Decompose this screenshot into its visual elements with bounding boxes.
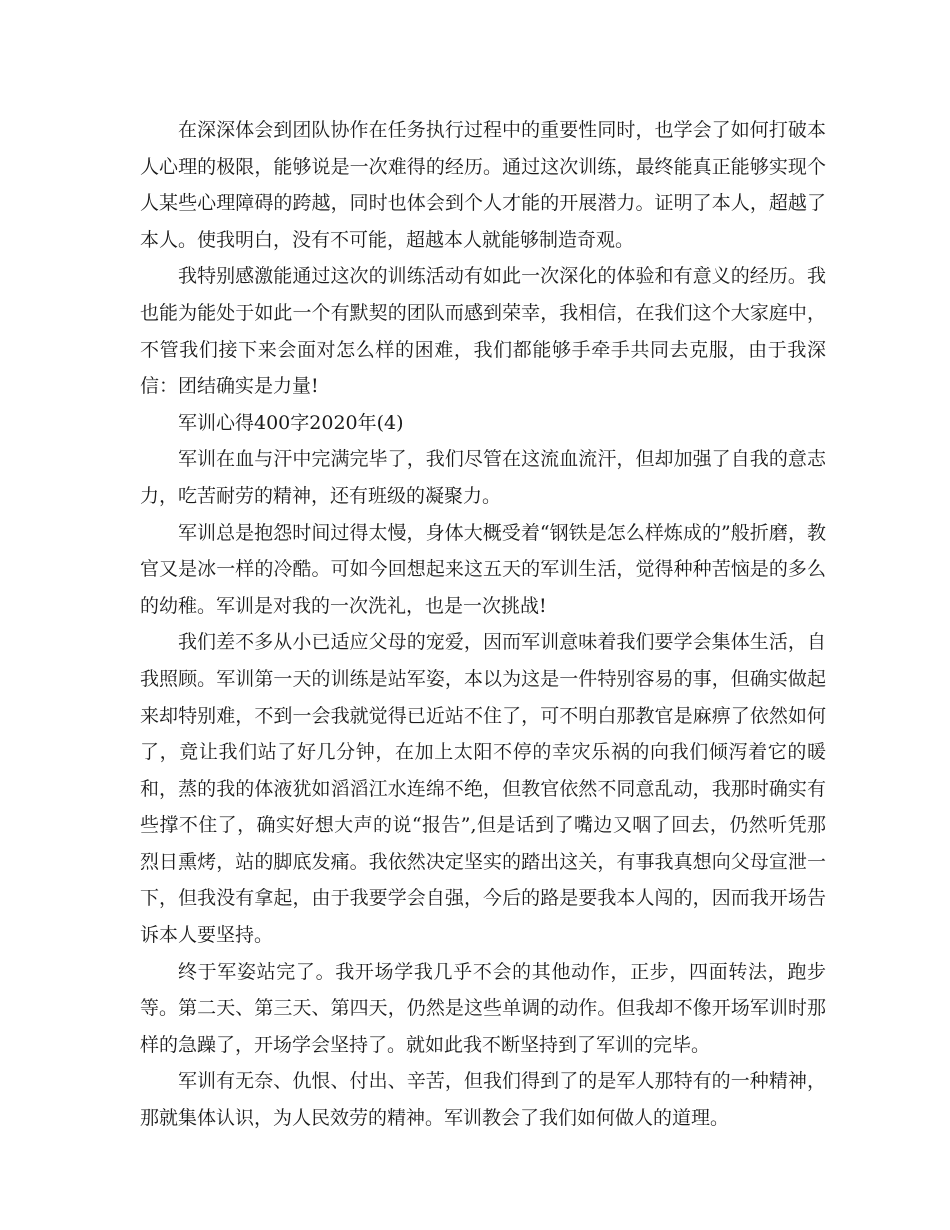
document-body: [140, 112, 826, 1137]
paragraph: 我们差不多从小已适应父母的宠爱，因而军训意味着我们要学会集体生活，自我照顾。军训第一天的训练是站军姿，本以为这是一件特别容易的事，但确实做起来却特别难，不到一会我就觉得已近站不住了，可不明白那教官是麻痹了依然如何了，竟让我们站了好几分钟，在加上太阳不停的幸灾乐祸的向我们倾泻着它的暖和，蒸的我的体液犹如滔滔江水连绵不绝，但教官依然不同意乱动，我那时确实有些撑不住了，确实好想大声的说“报告”,但是话到了嘴边又咽了回去，仍然听凭那烈日熏烤，站的脚底发痛。我依然决定坚实的踏出这关，有事我真想向父母宣泄一下，但我没有拿起，由于我要学会自强，今后的路是要我本人闯的，因而我开场告诉本人要坚持。: [140, 631, 826, 947]
paragraph: 军训在血与汗中完满完毕了，我们尽管在这流血流汗，但却加强了自我的意志力，吃苦耐劳的精神，还有班级的凝聚力。: [140, 448, 826, 507]
paragraph: 我特别感激能通过这次的训练活动有如此一次深化的体验和有意义的经历。我也能为能处于如此一个有默契的团队而感到荣幸，我相信，在我们这个大家庭中，不管我们接下来会面对怎么样的困难，我们都能够手牵手共同去克服，由于我深信：团结确实是力量!: [140, 265, 826, 398]
paragraph: 军训总是抱怨时间过得太慢，身体大概受着“钢铁是怎么样炼成的”般折磨，教官又是冰一样的冷酷。可如今回想起来这五天的军训生活，觉得种种苦恼是的多么的幼稚。军训是对我的一次洗礼，也是一次挑战!: [140, 521, 826, 617]
paragraph: 终于军姿站完了。我开场学我几乎不会的其他动作，正步，四面转法，跑步等。第二天、第三天、第四天，仍然是这些单调的动作。但我却不像开场军训时那样的急躁了，开场学会坚持了。就如此我不断坚持到了军训的完毕。: [140, 960, 826, 1056]
paragraph: 在深深体会到团队协作在任务执行过程中的重要性同时，也学会了如何打破本人心理的极限，能够说是一次难得的经历。通过这次训练，最终能真正能够实现个人某些心理障碍的跨越，同时也体会到个人才能的开展潜力。证明了本人，超越了本人。使我明白，没有不可能，超越本人就能够制造奇观。: [140, 119, 826, 251]
section-heading: 军训心得400字2020年(4): [178, 411, 404, 434]
paragraph: 军训有无奈、仇恨、付出、辛苦，但我们得到了的是军人那特有的一种精神，那就集体认识，为人民效劳的精神。军训教会了我们如何做人的道理。: [140, 1070, 826, 1130]
